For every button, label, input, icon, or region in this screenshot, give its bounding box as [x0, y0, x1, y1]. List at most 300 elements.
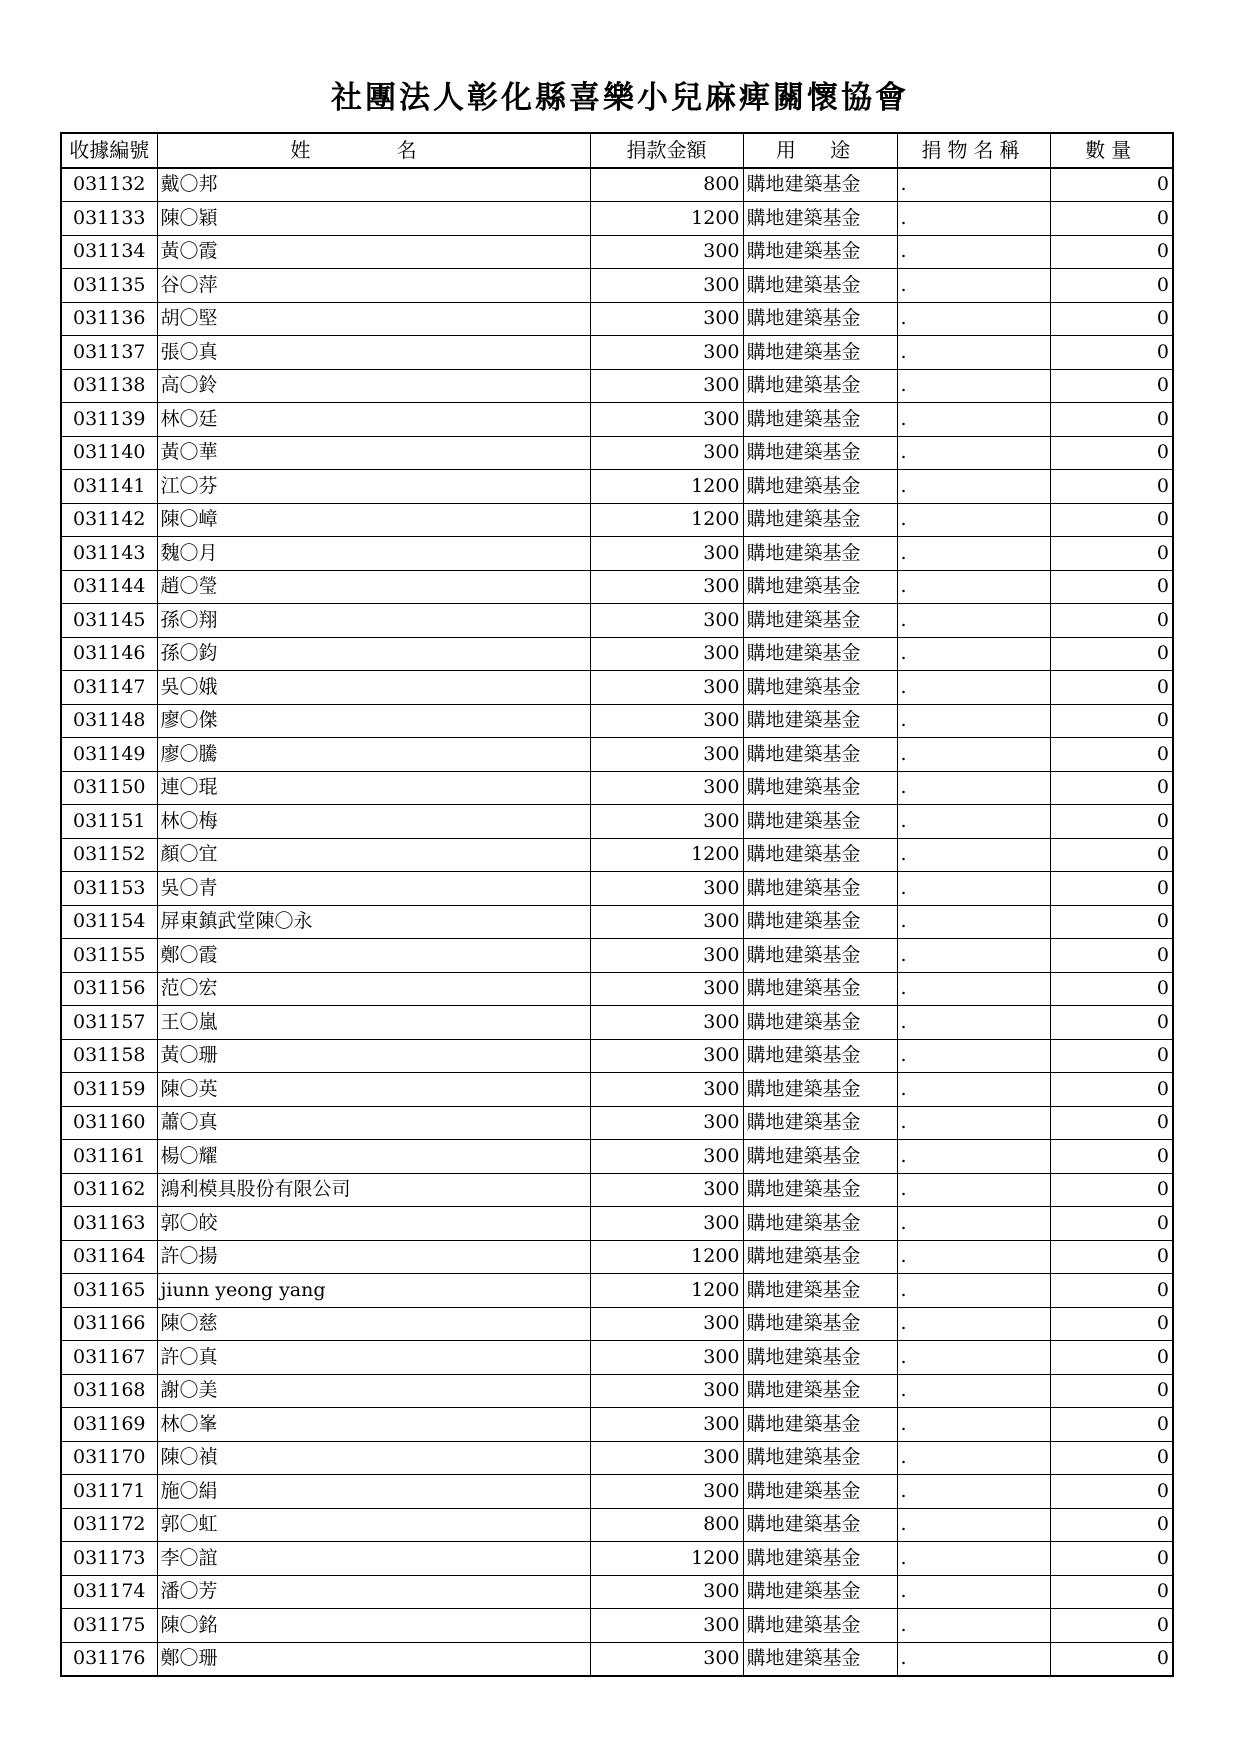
cell-item-name: . — [897, 872, 1050, 906]
cell-name: 謝〇美 — [157, 1374, 590, 1408]
cell-item-name: . — [897, 1240, 1050, 1274]
cell-amount: 1200 — [590, 1274, 743, 1308]
cell-purpose: 購地建築基金 — [743, 1207, 897, 1241]
cell-receipt-no: 031147 — [61, 671, 157, 705]
cell-amount: 300 — [590, 905, 743, 939]
cell-item-name: . — [897, 1140, 1050, 1174]
cell-receipt-no: 031135 — [61, 269, 157, 303]
cell-quantity: 0 — [1050, 403, 1173, 437]
cell-receipt-no: 031141 — [61, 470, 157, 504]
cell-quantity: 0 — [1050, 805, 1173, 839]
table-row — [61, 838, 1173, 872]
cell-name: 顏〇宜 — [157, 838, 590, 872]
cell-purpose: 購地建築基金 — [743, 972, 897, 1006]
cell-amount: 300 — [590, 537, 743, 571]
cell-purpose: 購地建築基金 — [743, 537, 897, 571]
cell-name: 林〇梅 — [157, 805, 590, 839]
cell-amount: 300 — [590, 1408, 743, 1442]
cell-amount: 300 — [590, 1475, 743, 1509]
cell-name: 潘〇芳 — [157, 1575, 590, 1609]
cell-name: 許〇揚 — [157, 1240, 590, 1274]
table-row — [61, 336, 1173, 370]
cell-receipt-no: 031174 — [61, 1575, 157, 1609]
cell-amount: 300 — [590, 235, 743, 269]
cell-quantity: 0 — [1050, 972, 1173, 1006]
table-row — [61, 872, 1173, 906]
cell-receipt-no: 031149 — [61, 738, 157, 772]
cell-item-name: . — [897, 470, 1050, 504]
cell-purpose: 購地建築基金 — [743, 168, 897, 202]
table-row — [61, 1408, 1173, 1442]
cell-amount: 300 — [590, 671, 743, 705]
cell-name: 孫〇鈞 — [157, 637, 590, 671]
cell-receipt-no: 031171 — [61, 1475, 157, 1509]
table-row — [61, 537, 1173, 571]
cell-item-name: . — [897, 436, 1050, 470]
cell-purpose: 購地建築基金 — [743, 403, 897, 437]
cell-receipt-no: 031145 — [61, 604, 157, 638]
cell-quantity: 0 — [1050, 604, 1173, 638]
table-row — [61, 805, 1173, 839]
cell-item-name: . — [897, 1106, 1050, 1140]
cell-quantity: 0 — [1050, 369, 1173, 403]
cell-purpose: 購地建築基金 — [743, 570, 897, 604]
cell-item-name: . — [897, 1073, 1050, 1107]
cell-quantity: 0 — [1050, 1274, 1173, 1308]
cell-quantity: 0 — [1050, 302, 1173, 336]
cell-amount: 800 — [590, 168, 743, 202]
cell-receipt-no: 031170 — [61, 1441, 157, 1475]
cell-purpose: 購地建築基金 — [743, 1039, 897, 1073]
cell-item-name: . — [897, 1508, 1050, 1542]
table-row — [61, 1039, 1173, 1073]
cell-receipt-no: 031150 — [61, 771, 157, 805]
cell-receipt-no: 031175 — [61, 1609, 157, 1643]
cell-name: 王〇嵐 — [157, 1006, 590, 1040]
cell-amount: 300 — [590, 1039, 743, 1073]
cell-purpose: 購地建築基金 — [743, 235, 897, 269]
cell-quantity: 0 — [1050, 1039, 1173, 1073]
cell-receipt-no: 031158 — [61, 1039, 157, 1073]
cell-quantity: 0 — [1050, 336, 1173, 370]
cell-purpose: 購地建築基金 — [743, 1441, 897, 1475]
cell-item-name: . — [897, 1307, 1050, 1341]
cell-receipt-no: 031143 — [61, 537, 157, 571]
cell-amount: 300 — [590, 704, 743, 738]
cell-item-name: . — [897, 1374, 1050, 1408]
table-row — [61, 369, 1173, 403]
cell-item-name: . — [897, 771, 1050, 805]
cell-amount: 300 — [590, 1006, 743, 1040]
table-row — [61, 503, 1173, 537]
cell-receipt-no: 031169 — [61, 1408, 157, 1442]
cell-quantity: 0 — [1050, 570, 1173, 604]
cell-name: 林〇廷 — [157, 403, 590, 437]
header-purpose: 用 途 — [743, 133, 897, 168]
table-row — [61, 570, 1173, 604]
table-row — [61, 1374, 1173, 1408]
table-row — [61, 1609, 1173, 1643]
cell-purpose: 購地建築基金 — [743, 470, 897, 504]
cell-receipt-no: 031144 — [61, 570, 157, 604]
cell-quantity: 0 — [1050, 1642, 1173, 1676]
cell-amount: 300 — [590, 1173, 743, 1207]
cell-receipt-no: 031172 — [61, 1508, 157, 1542]
cell-amount: 300 — [590, 302, 743, 336]
table-row — [61, 202, 1173, 236]
cell-amount: 300 — [590, 939, 743, 973]
cell-amount: 300 — [590, 604, 743, 638]
cell-quantity: 0 — [1050, 1475, 1173, 1509]
cell-receipt-no: 031161 — [61, 1140, 157, 1174]
cell-amount: 300 — [590, 369, 743, 403]
cell-amount: 300 — [590, 1609, 743, 1643]
cell-receipt-no: 031164 — [61, 1240, 157, 1274]
table-row — [61, 168, 1173, 202]
cell-item-name: . — [897, 1609, 1050, 1643]
cell-purpose: 購地建築基金 — [743, 302, 897, 336]
donation-table — [60, 132, 1174, 1677]
table-row — [61, 1106, 1173, 1140]
cell-item-name: . — [897, 1207, 1050, 1241]
cell-item-name: . — [897, 738, 1050, 772]
cell-item-name: . — [897, 369, 1050, 403]
table-row — [61, 1575, 1173, 1609]
cell-quantity: 0 — [1050, 939, 1173, 973]
cell-amount: 300 — [590, 570, 743, 604]
table-row — [61, 269, 1173, 303]
cell-quantity: 0 — [1050, 671, 1173, 705]
cell-purpose: 購地建築基金 — [743, 738, 897, 772]
cell-receipt-no: 031154 — [61, 905, 157, 939]
cell-amount: 300 — [590, 1341, 743, 1375]
cell-item-name: . — [897, 1006, 1050, 1040]
table-row — [61, 1207, 1173, 1241]
table-body — [61, 168, 1173, 1677]
cell-name: 魏〇月 — [157, 537, 590, 571]
cell-quantity: 0 — [1050, 1307, 1173, 1341]
table-row — [61, 235, 1173, 269]
cell-amount: 1200 — [590, 503, 743, 537]
cell-amount: 300 — [590, 771, 743, 805]
cell-name: 陳〇英 — [157, 1073, 590, 1107]
cell-receipt-no: 031132 — [61, 168, 157, 202]
cell-receipt-no: 031151 — [61, 805, 157, 839]
cell-name: 黃〇華 — [157, 436, 590, 470]
cell-receipt-no: 031148 — [61, 704, 157, 738]
cell-quantity: 0 — [1050, 470, 1173, 504]
cell-item-name: . — [897, 1341, 1050, 1375]
cell-item-name: . — [897, 1274, 1050, 1308]
cell-name: 屏東鎮武堂陳〇永 — [157, 905, 590, 939]
cell-name: 林〇峯 — [157, 1408, 590, 1442]
cell-amount: 300 — [590, 1073, 743, 1107]
cell-item-name: . — [897, 1408, 1050, 1442]
cell-item-name: . — [897, 168, 1050, 202]
cell-receipt-no: 031176 — [61, 1642, 157, 1676]
table-row — [61, 403, 1173, 437]
cell-name: 江〇芬 — [157, 470, 590, 504]
cell-amount: 1200 — [590, 1240, 743, 1274]
cell-purpose: 購地建築基金 — [743, 1173, 897, 1207]
cell-receipt-no: 031155 — [61, 939, 157, 973]
table-row — [61, 704, 1173, 738]
cell-amount: 300 — [590, 872, 743, 906]
cell-name: 廖〇傑 — [157, 704, 590, 738]
cell-purpose: 購地建築基金 — [743, 1508, 897, 1542]
cell-purpose: 購地建築基金 — [743, 1006, 897, 1040]
cell-item-name: . — [897, 570, 1050, 604]
cell-name: 郭〇虹 — [157, 1508, 590, 1542]
cell-name: 高〇鈴 — [157, 369, 590, 403]
cell-receipt-no: 031165 — [61, 1274, 157, 1308]
cell-quantity: 0 — [1050, 1408, 1173, 1442]
cell-name: 胡〇堅 — [157, 302, 590, 336]
cell-item-name: . — [897, 1441, 1050, 1475]
cell-quantity: 0 — [1050, 537, 1173, 571]
cell-quantity: 0 — [1050, 168, 1173, 202]
cell-receipt-no: 031162 — [61, 1173, 157, 1207]
cell-name: 谷〇萍 — [157, 269, 590, 303]
table-row — [61, 1140, 1173, 1174]
cell-quantity: 0 — [1050, 269, 1173, 303]
cell-receipt-no: 031156 — [61, 972, 157, 1006]
header-receipt-no: 收據編號 — [61, 133, 157, 168]
table-row — [61, 771, 1173, 805]
table-row — [61, 1240, 1173, 1274]
cell-name: 趙〇瑩 — [157, 570, 590, 604]
cell-name: 吳〇青 — [157, 872, 590, 906]
cell-quantity: 0 — [1050, 235, 1173, 269]
cell-purpose: 購地建築基金 — [743, 1609, 897, 1643]
cell-amount: 300 — [590, 403, 743, 437]
table-row — [61, 1642, 1173, 1676]
cell-quantity: 0 — [1050, 1374, 1173, 1408]
cell-quantity: 0 — [1050, 838, 1173, 872]
table-row — [61, 972, 1173, 1006]
cell-name: 楊〇耀 — [157, 1140, 590, 1174]
cell-receipt-no: 031152 — [61, 838, 157, 872]
table-row — [61, 1307, 1173, 1341]
cell-amount: 1200 — [590, 202, 743, 236]
cell-quantity: 0 — [1050, 1508, 1173, 1542]
cell-purpose: 購地建築基金 — [743, 1374, 897, 1408]
cell-amount: 300 — [590, 1575, 743, 1609]
cell-name: 鴻利模具股份有限公司 — [157, 1173, 590, 1207]
table-row — [61, 637, 1173, 671]
cell-purpose: 購地建築基金 — [743, 1240, 897, 1274]
cell-receipt-no: 031134 — [61, 235, 157, 269]
cell-name: 陳〇慈 — [157, 1307, 590, 1341]
cell-purpose: 購地建築基金 — [743, 771, 897, 805]
cell-item-name: . — [897, 1475, 1050, 1509]
cell-receipt-no: 031137 — [61, 336, 157, 370]
cell-purpose: 購地建築基金 — [743, 905, 897, 939]
cell-name: 張〇真 — [157, 336, 590, 370]
cell-purpose: 購地建築基金 — [743, 939, 897, 973]
cell-purpose: 購地建築基金 — [743, 1408, 897, 1442]
cell-amount: 300 — [590, 1106, 743, 1140]
cell-purpose: 購地建築基金 — [743, 1542, 897, 1576]
cell-receipt-no: 031140 — [61, 436, 157, 470]
cell-name: 黃〇珊 — [157, 1039, 590, 1073]
cell-quantity: 0 — [1050, 202, 1173, 236]
cell-quantity: 0 — [1050, 1441, 1173, 1475]
cell-item-name: . — [897, 972, 1050, 1006]
cell-purpose: 購地建築基金 — [743, 1106, 897, 1140]
cell-amount: 1200 — [590, 838, 743, 872]
cell-name: 戴〇邦 — [157, 168, 590, 202]
cell-quantity: 0 — [1050, 1575, 1173, 1609]
table-row — [61, 738, 1173, 772]
table-row — [61, 1542, 1173, 1576]
cell-name: 孫〇翔 — [157, 604, 590, 638]
header-amount: 捐款金額 — [590, 133, 743, 168]
cell-quantity: 0 — [1050, 1140, 1173, 1174]
cell-quantity: 0 — [1050, 1006, 1173, 1040]
cell-purpose: 購地建築基金 — [743, 704, 897, 738]
cell-item-name: . — [897, 1173, 1050, 1207]
header-name: 姓 名 — [157, 133, 590, 168]
cell-quantity: 0 — [1050, 1106, 1173, 1140]
cell-purpose: 購地建築基金 — [743, 637, 897, 671]
cell-item-name: . — [897, 704, 1050, 738]
cell-amount: 300 — [590, 336, 743, 370]
page-title: 社團法人彰化縣喜樂小兒麻痺關懷協會 — [331, 80, 909, 116]
cell-name: 陳〇嶂 — [157, 503, 590, 537]
cell-purpose: 購地建築基金 — [743, 336, 897, 370]
cell-amount: 300 — [590, 1207, 743, 1241]
cell-item-name: . — [897, 905, 1050, 939]
table-row — [61, 1274, 1173, 1308]
cell-name: 施〇絹 — [157, 1475, 590, 1509]
cell-amount: 300 — [590, 1307, 743, 1341]
cell-receipt-no: 031167 — [61, 1341, 157, 1375]
cell-amount: 1200 — [590, 1542, 743, 1576]
cell-item-name: . — [897, 302, 1050, 336]
cell-purpose: 購地建築基金 — [743, 503, 897, 537]
cell-quantity: 0 — [1050, 1341, 1173, 1375]
table-row — [61, 1341, 1173, 1375]
cell-quantity: 0 — [1050, 872, 1173, 906]
cell-purpose: 購地建築基金 — [743, 872, 897, 906]
cell-item-name: . — [897, 537, 1050, 571]
cell-item-name: . — [897, 202, 1050, 236]
cell-amount: 300 — [590, 1441, 743, 1475]
cell-name: jiunn yeong yang — [157, 1274, 590, 1308]
cell-quantity: 0 — [1050, 436, 1173, 470]
cell-item-name: . — [897, 1575, 1050, 1609]
table-row — [61, 470, 1173, 504]
cell-item-name: . — [897, 805, 1050, 839]
cell-item-name: . — [897, 939, 1050, 973]
cell-name: 李〇誼 — [157, 1542, 590, 1576]
cell-purpose: 購地建築基金 — [743, 1642, 897, 1676]
cell-item-name: . — [897, 269, 1050, 303]
cell-quantity: 0 — [1050, 1609, 1173, 1643]
cell-name: 郭〇皎 — [157, 1207, 590, 1241]
cell-amount: 300 — [590, 1140, 743, 1174]
cell-item-name: . — [897, 235, 1050, 269]
table-row — [61, 1006, 1173, 1040]
cell-receipt-no: 031136 — [61, 302, 157, 336]
table-row — [61, 1441, 1173, 1475]
cell-item-name: . — [897, 637, 1050, 671]
cell-name: 陳〇銘 — [157, 1609, 590, 1643]
cell-receipt-no: 031157 — [61, 1006, 157, 1040]
table-row — [61, 1475, 1173, 1509]
cell-name: 黃〇霞 — [157, 235, 590, 269]
cell-receipt-no: 031166 — [61, 1307, 157, 1341]
header-item-name: 捐物名稱 — [897, 133, 1050, 168]
cell-purpose: 購地建築基金 — [743, 436, 897, 470]
table-header-row — [61, 133, 1173, 168]
cell-name: 連〇琨 — [157, 771, 590, 805]
cell-item-name: . — [897, 503, 1050, 537]
cell-purpose: 購地建築基金 — [743, 838, 897, 872]
cell-quantity: 0 — [1050, 1073, 1173, 1107]
cell-purpose: 購地建築基金 — [743, 1307, 897, 1341]
cell-amount: 300 — [590, 805, 743, 839]
cell-name: 廖〇騰 — [157, 738, 590, 772]
cell-quantity: 0 — [1050, 704, 1173, 738]
cell-quantity: 0 — [1050, 905, 1173, 939]
cell-name: 鄭〇霞 — [157, 939, 590, 973]
cell-amount: 300 — [590, 738, 743, 772]
cell-receipt-no: 031160 — [61, 1106, 157, 1140]
header-quantity: 數量 — [1050, 133, 1173, 168]
cell-name: 許〇真 — [157, 1341, 590, 1375]
cell-amount: 300 — [590, 436, 743, 470]
cell-quantity: 0 — [1050, 1173, 1173, 1207]
cell-receipt-no: 031138 — [61, 369, 157, 403]
cell-item-name: . — [897, 838, 1050, 872]
cell-item-name: . — [897, 403, 1050, 437]
cell-name: 鄭〇珊 — [157, 1642, 590, 1676]
table-row — [61, 1073, 1173, 1107]
cell-quantity: 0 — [1050, 1207, 1173, 1241]
cell-name: 陳〇穎 — [157, 202, 590, 236]
table-row — [61, 671, 1173, 705]
cell-amount: 300 — [590, 1374, 743, 1408]
cell-purpose: 購地建築基金 — [743, 671, 897, 705]
cell-receipt-no: 031139 — [61, 403, 157, 437]
cell-receipt-no: 031142 — [61, 503, 157, 537]
table-row — [61, 939, 1173, 973]
cell-purpose: 購地建築基金 — [743, 1575, 897, 1609]
cell-amount: 300 — [590, 637, 743, 671]
table-row — [61, 302, 1173, 336]
cell-purpose: 購地建築基金 — [743, 805, 897, 839]
cell-item-name: . — [897, 1642, 1050, 1676]
cell-item-name: . — [897, 671, 1050, 705]
table-row — [61, 604, 1173, 638]
cell-receipt-no: 031133 — [61, 202, 157, 236]
cell-item-name: . — [897, 604, 1050, 638]
cell-receipt-no: 031153 — [61, 872, 157, 906]
table-row — [61, 905, 1173, 939]
cell-item-name: . — [897, 1542, 1050, 1576]
cell-receipt-no: 031173 — [61, 1542, 157, 1576]
cell-amount: 300 — [590, 972, 743, 1006]
cell-receipt-no: 031163 — [61, 1207, 157, 1241]
cell-amount: 300 — [590, 269, 743, 303]
cell-item-name: . — [897, 1039, 1050, 1073]
cell-name: 吳〇娥 — [157, 671, 590, 705]
cell-purpose: 購地建築基金 — [743, 1341, 897, 1375]
cell-quantity: 0 — [1050, 1542, 1173, 1576]
cell-quantity: 0 — [1050, 771, 1173, 805]
